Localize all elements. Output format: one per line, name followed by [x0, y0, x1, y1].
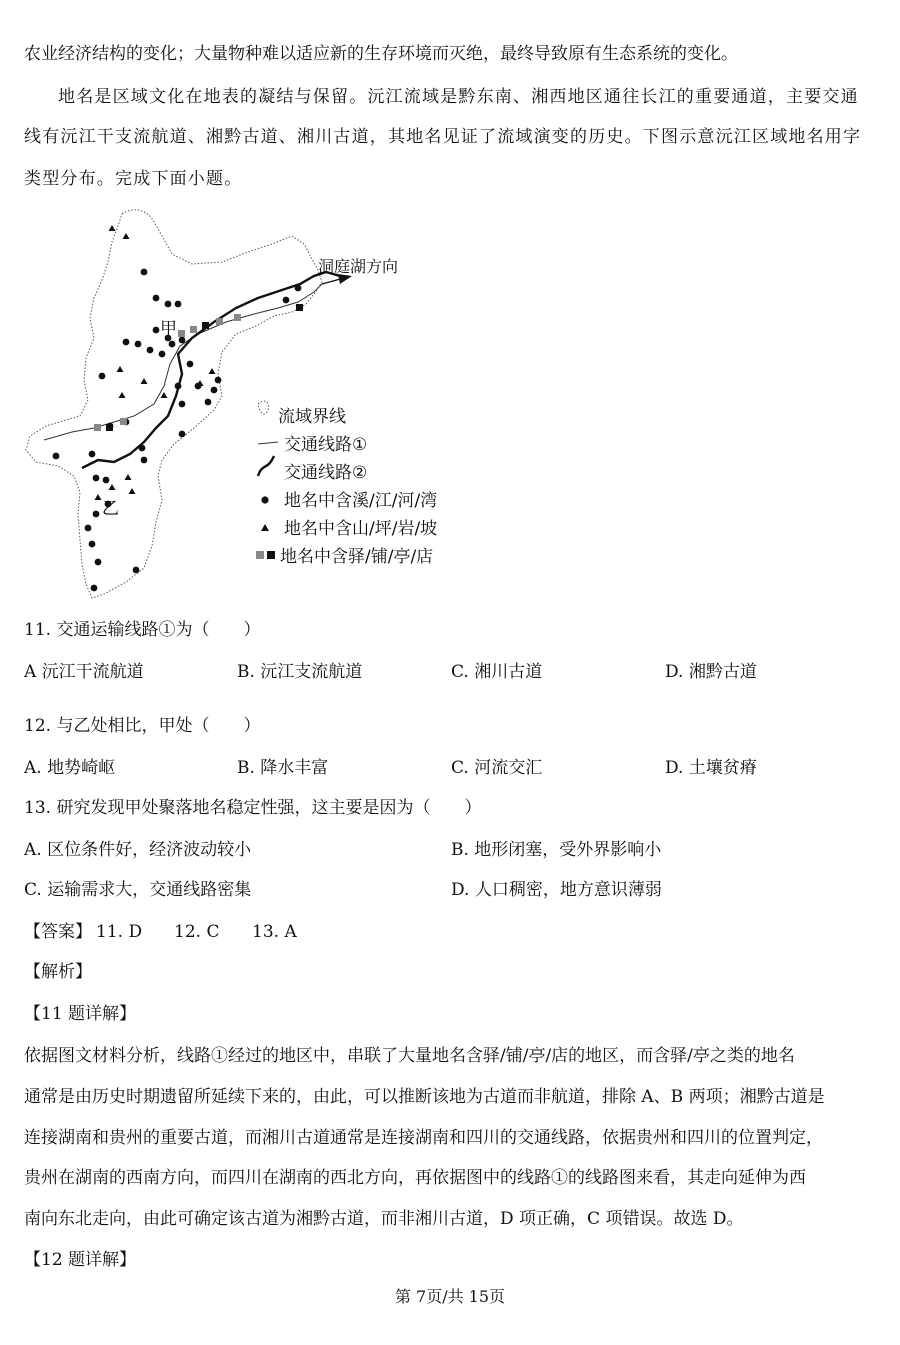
detail-11-line-4: 贵州在湖南的西南方向，而四川在湖南的西北方向，再依据图中的线路①的线路图来看，其走向延伸为西 [24, 1168, 806, 1188]
question-11-stem: 11. 交通运输线路①为（ ） [24, 620, 261, 640]
q12-option-d: D. 土壤贫瘠 [665, 758, 757, 778]
legend-mountain-text: 地名中含山/坪/岩/坡 [284, 519, 438, 539]
legend-water-text: 地名中含溪/江/河/湾 [284, 491, 438, 511]
detail-11-line-2: 通常是由历史时期遗留所延续下来的，由此，可以推断该地为古道而非航道，排除 A、B 两项；湘黔古道是 [24, 1087, 825, 1107]
post-place-markers [94, 304, 303, 431]
q12-option-c: C. 河流交汇 [451, 758, 543, 778]
intro-paragraph-line-3: 类型分布。完成下面小题。 [24, 169, 243, 189]
answer-13: 13. A [252, 922, 297, 942]
legend-boundary-text: 流域界线 [278, 407, 346, 427]
map-legend [256, 401, 437, 567]
q11-option-d: D. 湘黔古道 [665, 662, 757, 682]
detail-12-title: 【12 题详解】 [24, 1250, 137, 1270]
label-yi: 乙 [102, 499, 119, 519]
label-jia: 甲 [160, 319, 177, 339]
mountain-place-markers [95, 225, 216, 500]
q13-option-d: D. 人口稠密，地方意识薄弱 [451, 880, 662, 900]
q11-option-c: C. 湘川古道 [451, 662, 543, 682]
legend-post-symbol-gray [256, 551, 264, 559]
intro-line-0: 农业经济结构的变化；大量物种难以适应新的生存环境而灭绝，最终导致原有生态系统的变化。 [24, 44, 738, 64]
q13-option-c: C. 运输需求大，交通线路密集 [24, 880, 252, 900]
q11-option-b: B. 沅江支流航道 [237, 662, 363, 682]
detail-11-line-3: 连接湖南和贵州的重要古道，而湘川古道通常是连接湖南和四川的交通线路，依据贵州和四川的位置判定， [24, 1128, 823, 1148]
intro-paragraph-line-2: 线有沅江干支流航道、湘黔古道、湘川古道，其地名见证了流域演变的历史。下图示意沅江区域地名用字 [24, 127, 862, 147]
question-13-stem: 13. 研究发现甲处聚落地名稳定性强，这主要是因为（ ） [24, 798, 482, 818]
detail-11-line-1: 依据图文材料分析，线路①经过的地区中，串联了大量地名含驿/铺/亭/店的地区，而含驿/亭之类的地名 [24, 1046, 795, 1066]
question-12-stem: 12. 与乙处相比，甲处（ ） [24, 716, 261, 736]
detail-11-line-5: 南向东北走向，由此可确定该古道为湘黔古道，而非湘川古道，D 项正确，C 项错误。故选 D。 [24, 1209, 744, 1229]
detail-11-title: 【11 题详解】 [24, 1004, 137, 1024]
page-footer: 第 7页/共 15页 [394, 1287, 506, 1306]
q12-option-b: B. 降水丰富 [237, 758, 329, 778]
legend-route2-text: 交通线路② [284, 463, 368, 483]
legend-route2-symbol [258, 456, 274, 476]
legend-route1-text: 交通线路① [284, 435, 368, 455]
analysis-label: 【解析】 [24, 962, 92, 982]
answer-label: 【答案】 [24, 922, 92, 942]
q13-option-b: B. 地形闭塞，受外界影响小 [451, 840, 662, 860]
direction-label: 洞庭湖方向 [318, 257, 399, 276]
yuanjiang-place-name-map [22, 204, 462, 600]
q11-option-a: A 沅江干流航道 [24, 662, 144, 682]
legend-water-symbol [261, 496, 268, 503]
q12-option-a: A. 地势崎岖 [24, 758, 116, 778]
legend-route1-symbol [258, 442, 278, 444]
answer-12: 12. C [174, 922, 220, 942]
legend-boundary-symbol [258, 401, 268, 414]
intro-paragraph-line-1: 地名是区域文化在地表的凝结与保留。沅江流域是黔东南、湘西地区通往长江的重要通道，主要交通 [58, 87, 859, 107]
legend-post-symbol-black [267, 551, 275, 559]
legend-post-text: 地名中含驿/铺/亭/店 [280, 547, 434, 567]
q13-option-a: A. 区位条件好，经济波动较小 [24, 840, 252, 860]
legend-mountain-symbol [261, 524, 269, 531]
answer-11: 11. D [96, 922, 143, 942]
